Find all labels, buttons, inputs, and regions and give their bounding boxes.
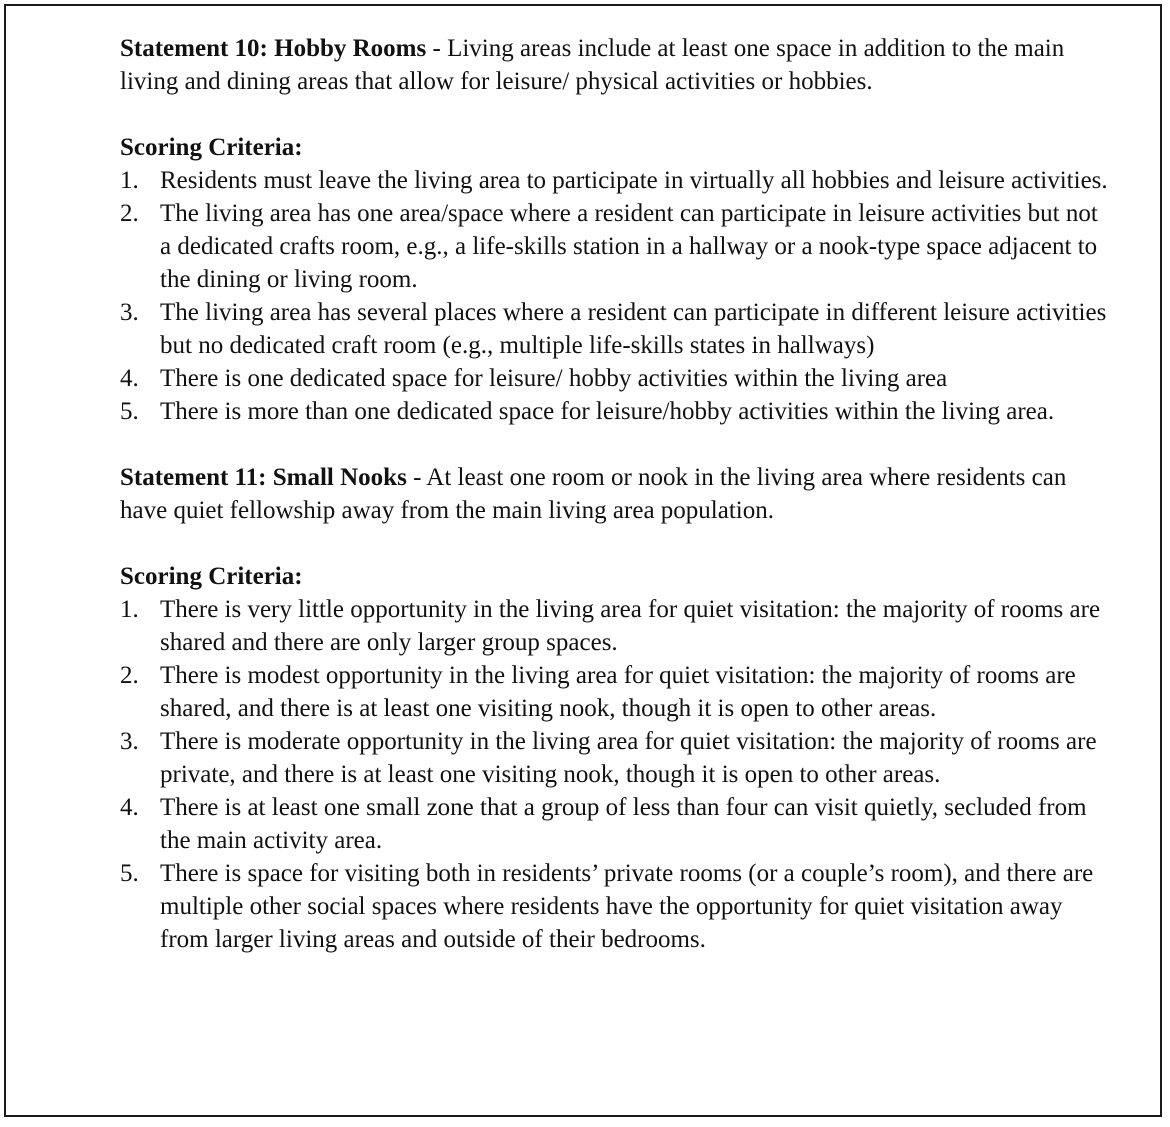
criteria-text: The living area has several places where a resident can participate in different leisure activities but no dedicated craft room (e.g., multiple life-skills states in hallways) [160,299,1107,359]
criteria-number: 5. [120,860,139,887]
statement-11-description: At least one room or nook in the living area where residents can have quiet fellowship away from the main living area population. [120,464,1067,524]
criteria-item [120,164,1110,197]
criteria-item [120,791,1110,857]
criteria-text: There is at least one small zone that a group of less than four can visit quietly, secluded from the main activity area. [160,794,1087,854]
criteria-number: 4. [120,794,139,821]
criteria-text: There is space for visiting both in residents’ private rooms (or a couple’s room), and there are multiple other social spaces where residents have the opportunity for quiet visitation away from larger living areas and outside of their bedrooms. [160,860,1094,953]
statement-10-section [120,32,1110,428]
statement-10 [120,32,1110,98]
criteria-number: 3. [120,728,139,755]
criteria-item [120,857,1110,956]
criteria-item [120,725,1110,791]
criteria-number: 2. [120,200,139,227]
statement-10-criteria-list [120,164,1110,428]
criteria-item [120,593,1110,659]
criteria-text: There is moderate opportunity in the living area for quiet visitation: the majority of rooms are private, and there is at least one visiting nook, though it is open to other areas. [160,728,1097,788]
document-body [120,32,1110,956]
criteria-number: 4. [120,365,139,392]
criteria-item [120,659,1110,725]
statement-11-separator: - [406,464,427,491]
criteria-item [120,395,1110,428]
criteria-number: 2. [120,662,139,689]
criteria-text: The living area has one area/space where a resident can participate in leisure activities but not a dedicated crafts room, e.g., a life-skills station in a hallway or a nook-type space adjacent to the dining or living room. [160,200,1098,293]
statement-10-criteria-heading: Scoring Criteria: [120,134,303,161]
statement-11-section [120,461,1110,956]
statement-11-title: Statement 11: Small Nooks [120,464,407,491]
statement-10-description: Living areas include at least one space in addition to the main living and dining areas that allow for leisure/ physical activities or hobbies. [120,35,1065,95]
criteria-number: 1. [120,167,139,194]
criteria-text: There is one dedicated space for leisure/ hobby activities within the living area [160,365,948,392]
criteria-item [120,197,1110,296]
criteria-item [120,362,1110,395]
statement-10-title: Statement 10: Hobby Rooms [120,35,427,62]
criteria-text: There is more than one dedicated space for leisure/hobby activities within the living area. [160,398,1055,425]
statement-11-criteria-list [120,593,1110,956]
criteria-number: 1. [120,596,139,623]
criteria-text: Residents must leave the living area to participate in virtually all hobbies and leisure activities. [160,167,1108,194]
criteria-number: 3. [120,299,139,326]
statement-11-criteria-heading: Scoring Criteria: [120,563,303,590]
criteria-text: There is modest opportunity in the living area for quiet visitation: the majority of rooms are shared, and there is at least one visiting nook, though it is open to other areas. [160,662,1076,722]
criteria-item [120,296,1110,362]
statement-10-separator: - [426,35,448,62]
criteria-number: 5. [120,398,139,425]
criteria-text: There is very little opportunity in the living area for quiet visitation: the majority of rooms are shared and there are only larger group spaces. [160,596,1101,656]
statement-11 [120,461,1110,527]
